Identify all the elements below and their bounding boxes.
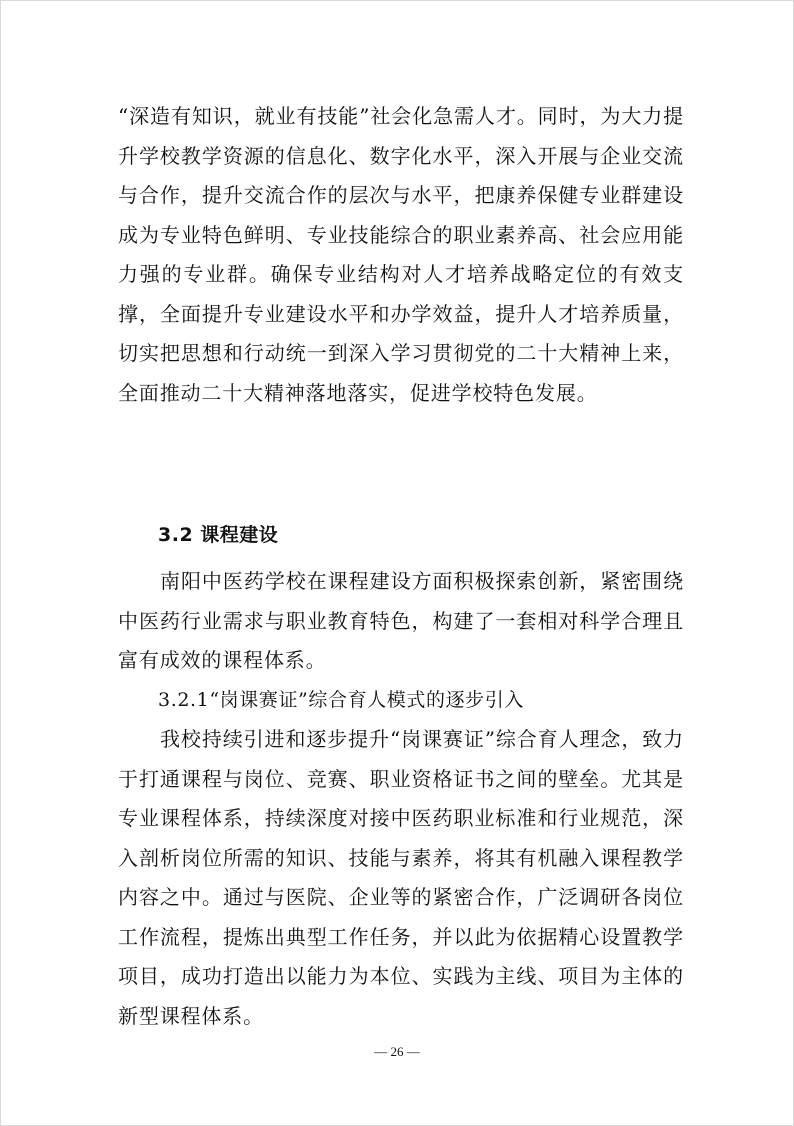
page-number: — 26 —: [374, 1044, 420, 1059]
section-heading: 3.2 课程建设: [158, 524, 279, 546]
body-text-top: [118, 97, 684, 413]
paragraph-course-detail: 我校持续引进和逐步提升“岗课赛证”综合育人理念，致力于打通课程与岗位、竞赛、职业资格证书之间的壁垒。尤其是专业课程体系，持续深度对接中医药职业标准和行业规范，深入剖析岗位所需的知识、技能与素养，将其有机融入课程教学内容之中。通过与医院、企业等的紧密合作，广泛调研各岗位工作流程，提炼出典型工作任务，并以此为依据精心设置教学项目，成功打造出以能力为本位、实践为主线、项目为主体的新型课程体系。: [118, 727, 684, 1028]
paragraph-course-intro: 南阳中医药学校在课程建设方面积极探索创新，紧密围绕中医药行业需求与职业教育特色，构建了一套相对科学合理且富有成效的课程体系。: [118, 569, 684, 672]
subsection-heading: 3.2.1“岗课赛证”综合育人模式的逐步引入: [158, 688, 524, 711]
paragraph-continuation: “深造有知识，就业有技能”社会化急需人才。同时，为大力提升学校教学资源的信息化、数字化水平，深入开展与企业交流与合作，提升交流合作的层次与水平，把康养保健专业群建设成为专业特色鲜明、专业技能综合的职业素养高、社会应用能力强的专业群。确保专业结构对人才培养战略定位的有效支撑，全面提升专业建设水平和办学效益，提升人才培养质量，切实把思想和行动统一到深入学习贯彻党的二十大精神上来，全面推动二十大精神落地落实，促进学校特色发展。: [118, 104, 684, 405]
body-text-bottom: [118, 562, 684, 1036]
